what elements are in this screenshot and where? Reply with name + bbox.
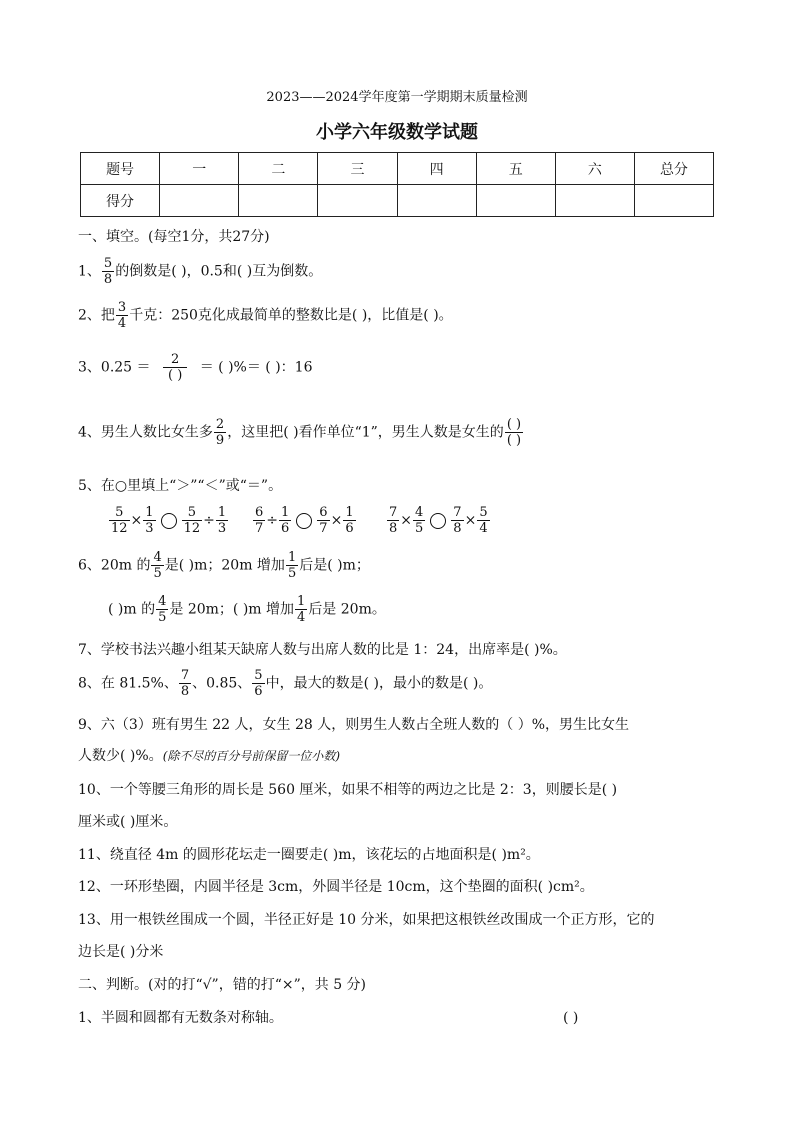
fraction: $\frac{3}{4}$ xyxy=(117,300,127,331)
question-10: 10、一个等腰三角形的周长是 560 厘米，如果不相等的两边之比是 2：3，则腰长是( ) xyxy=(78,782,618,798)
question-12: 12、一环形垫圈，内圆半径是 3cm，外圆半径是 10cm，这个垫圈的面积( )cm²。 xyxy=(78,879,594,895)
question-number: 1、 xyxy=(78,263,101,280)
score-input-cell[interactable] xyxy=(318,185,397,217)
answer-parentheses[interactable]: ( ) xyxy=(563,1010,579,1026)
compare-expression-1: $\frac{5}{12}$ × $\frac{1}{3}$ $\frac{5}{12}$ ÷ $\frac{1}{3}$ xyxy=(111,505,227,536)
question-text: 千克：250克化成最简单的整数比是( )，比值是( )。 xyxy=(129,307,453,324)
score-table xyxy=(80,152,714,217)
table-cell: 六 xyxy=(555,153,634,185)
page-title: 小学六年级数学试题 xyxy=(316,122,478,143)
table-cell: 四 xyxy=(397,153,476,185)
fraction: $\frac{2}{9}$ xyxy=(215,417,225,448)
question-11: 11、绕直径 4m 的圆形花坛走一圈要走( )m，该花坛的占地面积是( )m²。 xyxy=(78,847,540,863)
fraction: $\frac{5}{8}$ xyxy=(103,256,113,287)
table-cell: 得分 xyxy=(81,185,160,217)
fraction: $\frac{2}{( )}$ xyxy=(163,352,187,383)
score-input-cell[interactable] xyxy=(634,185,713,217)
table-cell: 总分 xyxy=(634,153,713,185)
question-13-line-2: 边长是( )分米 xyxy=(78,944,164,960)
score-input-cell[interactable] xyxy=(476,185,555,217)
question-text: 4、男生人数比女生多 xyxy=(78,424,213,441)
answer-circle[interactable] xyxy=(430,513,446,529)
question-1 xyxy=(78,256,322,287)
section1-title: 一、填空。(每空1分，共27分) xyxy=(78,229,270,245)
score-input-cell[interactable] xyxy=(239,185,318,217)
score-input-cell[interactable] xyxy=(160,185,239,217)
question-5: 5、在○里填上“＞”“＜”或“＝”。 xyxy=(78,478,283,494)
question-text: 3、0.25 ＝ xyxy=(78,359,151,376)
section2-title: 二、判断。(对的打“√”，错的打“×”，共 5 分) xyxy=(78,977,367,993)
question-7: 7、学校书法兴趣小组某天缺席人数与出席人数的比是 1：24，出席率是( )%。 xyxy=(78,642,567,658)
table-row xyxy=(81,185,714,217)
question-4 xyxy=(78,417,524,448)
table-row xyxy=(81,153,714,185)
table-cell: 五 xyxy=(476,153,555,185)
table-cell: 题号 xyxy=(81,153,160,185)
question-13: 13、用一根铁丝围成一个圆，半径正好是 10 分米，如果把这根铁丝改围成一个正方形，它的 xyxy=(78,912,655,928)
answer-circle[interactable] xyxy=(296,513,312,529)
table-cell: 二 xyxy=(239,153,318,185)
question-8: 8、在 81.5%、 $\frac{7}{8}$ 、0.85、 $\frac{5}{6}$ 中，最大的数是( )，最小的数是( )。 xyxy=(78,668,493,699)
question-text: 的倒数是( )，0.5和( )互为倒数。 xyxy=(115,263,323,280)
question-text: ＝ ( )%＝ ( )：16 xyxy=(199,359,313,376)
note-text: (除不尽的百分号前保留一位小数) xyxy=(162,749,341,763)
score-input-cell[interactable] xyxy=(555,185,634,217)
question-text: ，这里把( )看作单位“1”，男生人数是女生的 xyxy=(227,424,504,441)
question-2 xyxy=(78,300,453,331)
question-9-line-2: 人数少( )%。(除不尽的百分号前保留一位小数) xyxy=(78,748,341,764)
compare-expression-3: $\frac{7}{8}$ × $\frac{4}{5}$ $\frac{7}{8}$ × $\frac{5}{4}$ xyxy=(389,505,488,536)
question-9: 9、六（3）班有男生 22 人，女生 28 人，则男生人数占全班人数的（ ）%，男生比女生 xyxy=(78,717,629,733)
exam-period-title: 2023——2024学年度第一学期期末质量检测 xyxy=(266,90,528,105)
fraction: $\frac{( )}{( )}$ xyxy=(506,417,522,448)
compare-expression-2: $\frac{6}{7}$ ÷ $\frac{1}{6}$ $\frac{6}{7}$ × $\frac{1}{6}$ xyxy=(255,505,354,536)
question-6-line-2: ( )m 的 $\frac{4}{5}$ 是 20m；( )m 增加 $\frac{1}{4}$ 后是 20m。 xyxy=(108,594,386,625)
table-cell: 三 xyxy=(318,153,397,185)
judge-question-1: 1、半圆和圆都有无数条对称轴。 xyxy=(78,1010,283,1026)
question-10-line-2: 厘米或( )厘米。 xyxy=(78,814,178,830)
table-cell: 一 xyxy=(160,153,239,185)
question-text: 2、把 xyxy=(78,307,115,324)
question-6: 6、20m 的 $\frac{4}{5}$ 是( )m；20m 增加 $\frac{1}{5}$ 后是( )m； xyxy=(78,550,370,581)
answer-circle[interactable] xyxy=(161,513,177,529)
score-input-cell[interactable] xyxy=(397,185,476,217)
question-3 xyxy=(78,352,312,383)
